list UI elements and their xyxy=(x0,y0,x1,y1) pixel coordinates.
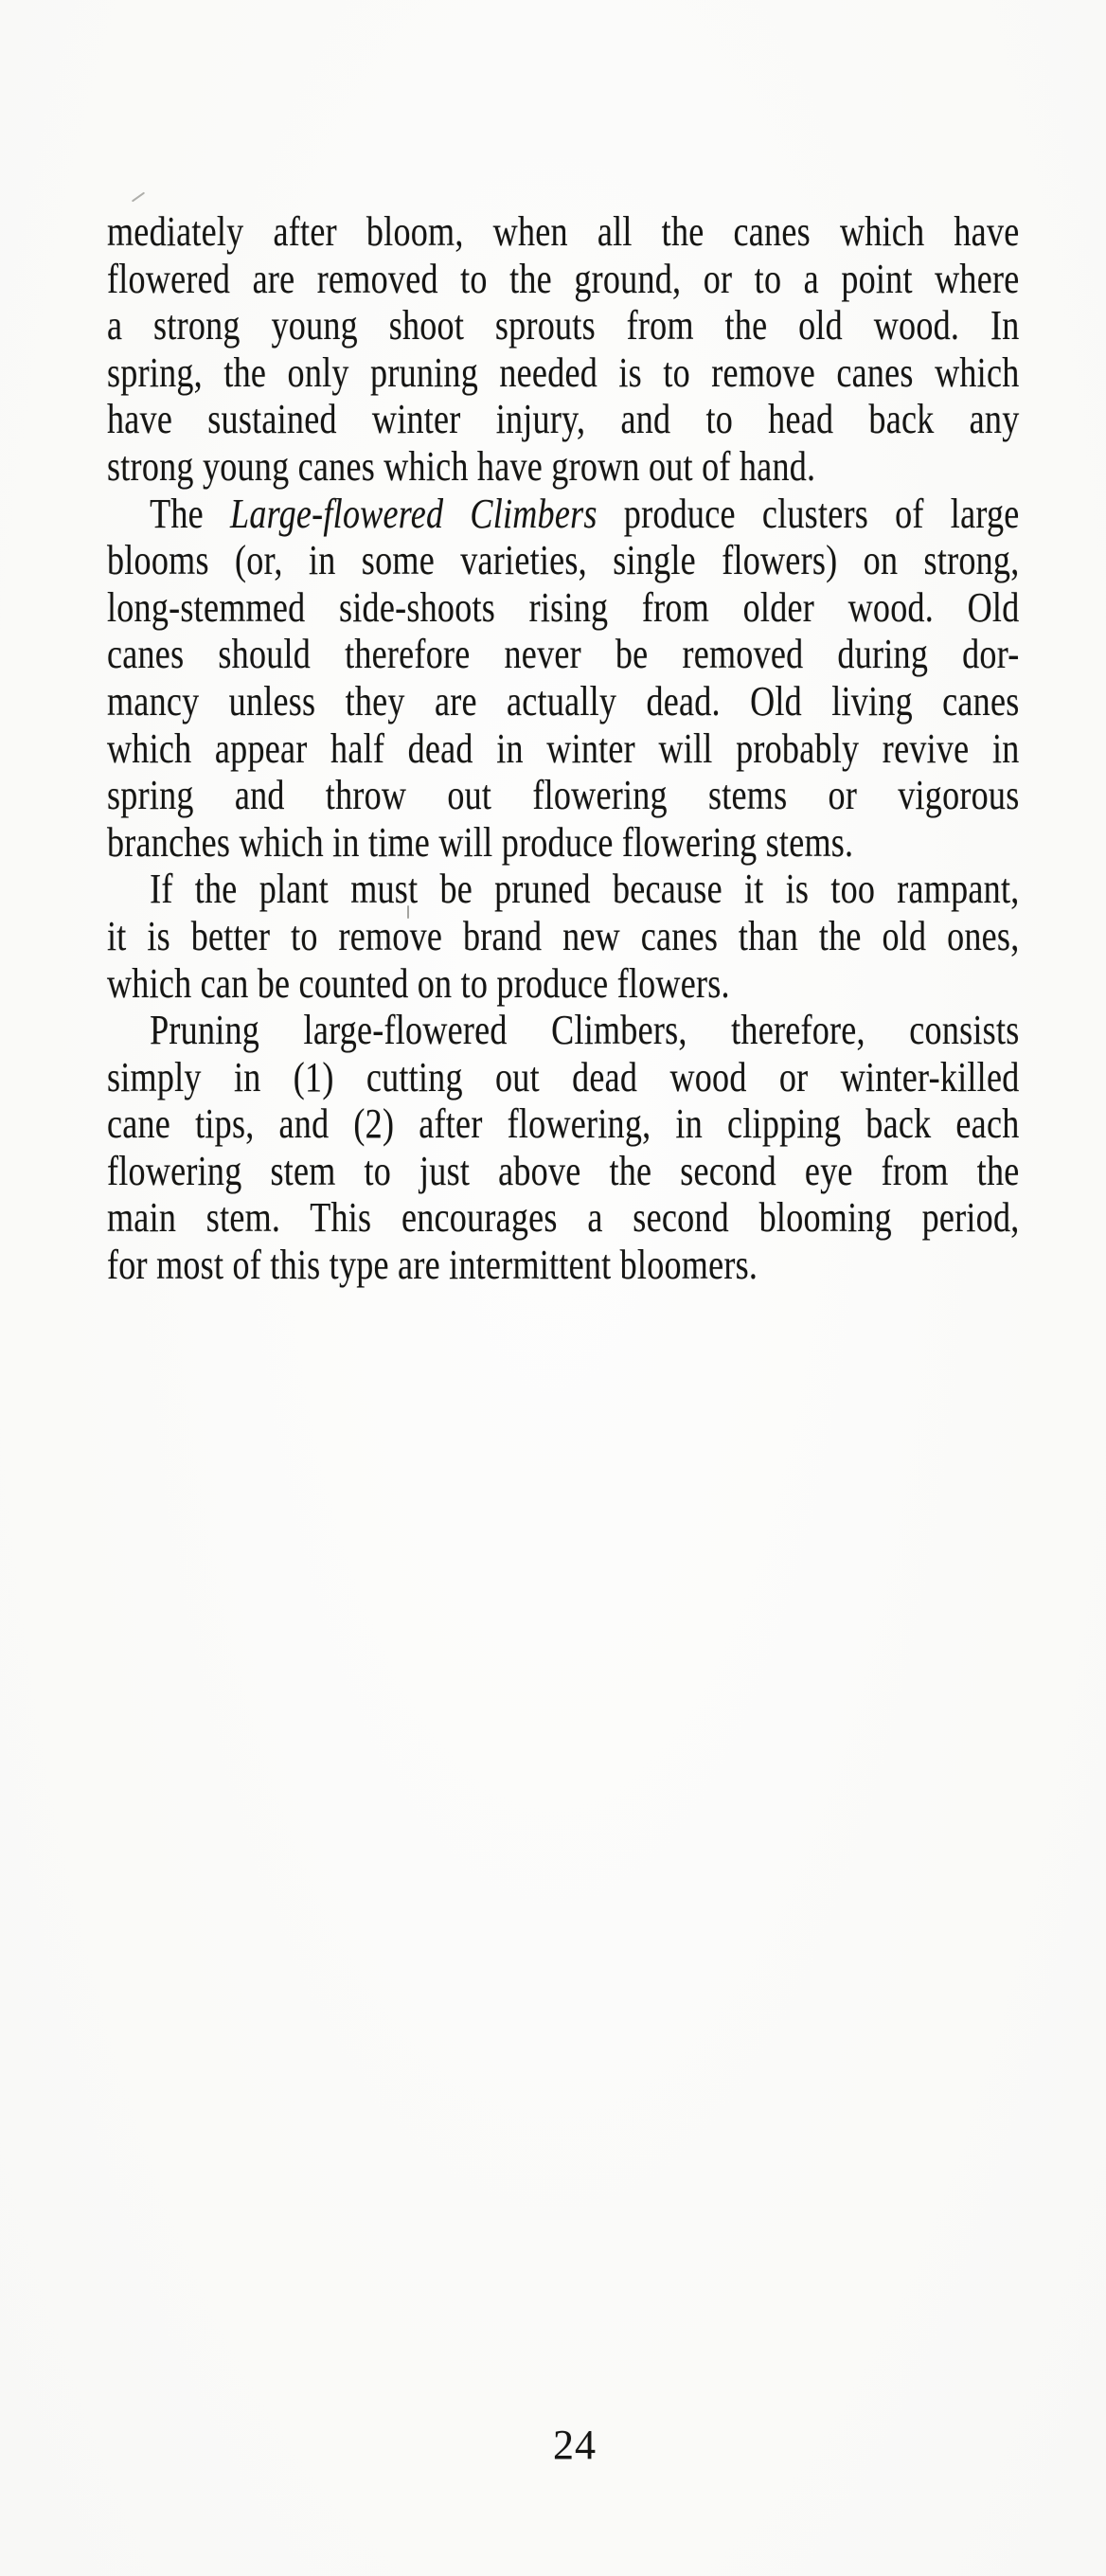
text-run: long-stemmed side-shoots rising from older wood. Old xyxy=(107,583,1020,631)
text-run: spring and throw out flowering stems or vigorous xyxy=(107,772,1020,819)
text-run: flowered are removed to the ground, or to a point where xyxy=(107,255,1020,302)
text-run: cane tips, and (2) after flowering, in clipping back each xyxy=(107,1100,1020,1148)
text-run: produce clusters of large xyxy=(597,490,1020,537)
text-run: The xyxy=(150,490,231,537)
text-run: Pruning large-flowered Climbers, therefore, consists xyxy=(150,1007,1020,1054)
text-line xyxy=(107,678,1020,725)
text-line xyxy=(107,302,1020,349)
text-line xyxy=(107,1100,1020,1148)
text-line xyxy=(107,443,1020,491)
text-line xyxy=(107,1242,1020,1289)
page-number: 24 xyxy=(553,2422,597,2468)
text-run: spring, the only pruning needed is to remove canes which xyxy=(107,349,1020,396)
text-line xyxy=(107,866,1020,913)
text-run: If the plant must be pruned because it is too rampant, xyxy=(150,866,1020,913)
text-line xyxy=(107,1194,1020,1242)
text-line xyxy=(107,819,1020,867)
text-run: simply in (1) cutting out dead wood or winter-killed xyxy=(107,1053,1020,1100)
text-line xyxy=(107,772,1020,819)
text-line xyxy=(107,584,1020,632)
text-line xyxy=(107,1007,1020,1054)
text-line xyxy=(107,960,1020,1008)
text-line xyxy=(107,491,1020,538)
text-line xyxy=(107,1054,1020,1101)
text-run: flowering stem to just above the second eye from the xyxy=(107,1147,1020,1194)
text-run: it is better to remove brand new canes than the old ones, xyxy=(107,912,1020,959)
text-line xyxy=(107,349,1020,397)
text-line xyxy=(107,631,1020,678)
text-run: strong young canes which have grown out of hand. xyxy=(107,442,816,490)
text-run: have sustained winter injury, and to head back any xyxy=(107,396,1020,443)
text-line xyxy=(107,537,1020,584)
text-run: blooms (or, in some varieties, single flowers) on strong, xyxy=(107,537,1020,584)
italic-phrase: Large-flowered Climbers xyxy=(230,490,598,537)
text-line xyxy=(107,208,1020,256)
text-line xyxy=(107,913,1020,960)
scan-artifact-slash xyxy=(132,192,145,203)
text-run: main stem. This encourages a second blooming period, xyxy=(107,1194,1020,1242)
text-run: a strong young shoot sprouts from the old wood. In xyxy=(107,302,1020,349)
text-line xyxy=(107,725,1020,773)
text-run: which appear half dead in winter will probably revive in xyxy=(107,724,1020,772)
body-text xyxy=(107,208,1020,1289)
text-run: mediately after bloom, when all the canes which have xyxy=(107,208,1020,255)
text-line xyxy=(107,256,1020,303)
text-run: canes should therefore never be removed during dor- xyxy=(107,631,1020,678)
text-run: which can be counted on to produce flowers. xyxy=(107,959,730,1007)
text-line xyxy=(107,1148,1020,1195)
text-run: mancy unless they are actually dead. Old living canes xyxy=(107,677,1020,724)
text-line xyxy=(107,396,1020,443)
text-run: for most of this type are intermittent bloomers. xyxy=(107,1242,758,1289)
text-run: branches which in time will produce flowering stems. xyxy=(107,818,854,866)
